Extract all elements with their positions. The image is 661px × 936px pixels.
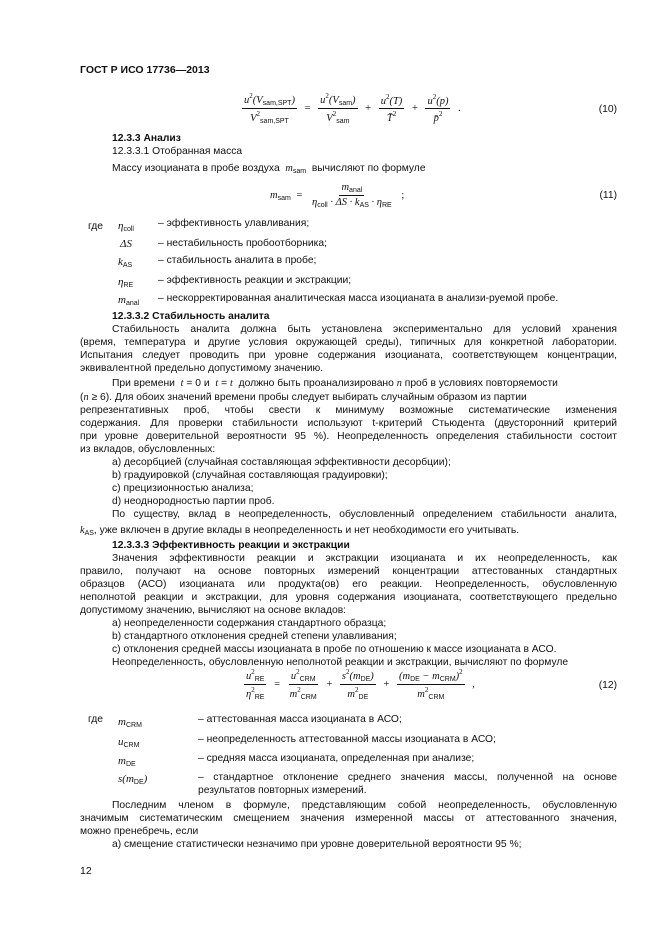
eta-re-definition: – эффективность реакции и экстракции; [158, 275, 352, 286]
paragraph-3-line-2: $k_{AS}$, уже включен в другие вклады в неопределенность и нет необходимости его учитывать. [80, 525, 520, 537]
section-12-3-3-2-title: 12.3.3.2 Стабильность аналита [112, 311, 270, 322]
m-de-definition: – средняя масса изоцианата, определенная при анализе; [198, 753, 475, 764]
symbol-delta-s: ΔS [120, 238, 132, 250]
s-m-de-definition-line-2: результатов повторных измерений. [198, 785, 367, 796]
symbol-eta-re: $\eta_{RE}$ [118, 276, 134, 289]
paragraph-3-line-1: По существу, вклад в неопределенность, обусловленный определением стабильности аналита, [112, 509, 617, 520]
list-item: a) десорбцией (случайная составляющая эффективности десорбции); [112, 457, 451, 468]
equation-number-10: (10) [598, 104, 617, 115]
paragraph-6-line: можно пренебречь, если [80, 826, 199, 837]
paragraph-4-line: правило, получают на основе повторных измерений концентрации аттестованных стандартных [80, 566, 617, 577]
formula-10: $\frac{u^2(V_{sam,SPT})}{V^2_{sam,SPT}}$ = $\frac{u^2(V_{sam})}{V^2_{sam}}$ + $\frac{u^2(T)}{T̄^2}$ + $\frac{u^2(p)}{p̄^2}$ . [244, 92, 461, 125]
paragraph-6-line: Последним членом в формуле, представляющим собой неопределенность, обусловленную [112, 800, 617, 811]
paragraph-1-line: эквивалентной предельно допустимому значению. [80, 363, 324, 374]
symbol-s-m-de: $s(m_{DE})$ [118, 773, 148, 786]
list-item: a) неопределенности содержания стандартного образца; [112, 618, 387, 629]
paragraph-2-line: при уровне доверительной вероятности 95 %). Неопределенность определения стабильности состоит [80, 431, 617, 442]
paragraph-4-line: Значения эффективности реакции и экстракции изоцианата и их неопределенность, как [112, 553, 617, 564]
list-item: b) стандартного отклонения средней степени улавливания; [112, 631, 397, 642]
symbol-u-crm: $u_{CRM}$ [118, 736, 140, 749]
s-m-de-definition-line-1: – стандартное отклонение среднего значения массы, полученной на основе [198, 772, 617, 783]
paragraph-4-line: неполнотой реакции и экстракции, для уровня содержания изоцианата, соответствующего предельно [80, 592, 617, 603]
equation-number-12: (12) [598, 680, 617, 691]
page-number: 12 [80, 865, 92, 877]
where-label-2: где [88, 714, 104, 725]
mass-intro: Массу изоцианата в пробе воздуха $m_{sam}$ вычисляют по формуле [112, 163, 426, 175]
paragraph-2-line-2: (n ≥ 6). Для обоих значений времени пробы следует выбирать случайным образом из партии [80, 392, 527, 403]
symbol-eta-coll: $\eta_{coll}$ [118, 220, 134, 233]
paragraph-2-line-1: При времени t = 0 и t = t должно быть проанализировано n проб в условиях повторяемости [112, 378, 558, 389]
formula-12: $\frac{u^2_{RE}}{\eta^2_{RE}}$ = $\frac{u^2_{CRM}}{m^2_{CRM}}$ + $\frac{s^2(m_{DE})}{m^2_{DE}}$ + $\frac{(m_{DE} - m_{CRM})^2}{m^2_{CRM}}$ , [246, 668, 475, 701]
list-item: c) прецизионностью анализа; [112, 483, 254, 494]
paragraph-1-line: Испытания следует проводить при уровне содержания изоцианата, соответствующем концентрации, [80, 350, 617, 361]
where-label-1: где [88, 221, 104, 232]
k-as-definition: – стабильность аналита в пробе; [158, 255, 317, 266]
paragraph-1-line: Стабильность аналита должна быть установлена экспериментально для условий хранения [112, 324, 617, 335]
section-12-3-3-3-title: 12.3.3.3 Эффективность реакции и экстракции [112, 540, 350, 551]
document-header: ГОСТ Р ИСО 17736—2013 [80, 64, 210, 76]
m-anal-definition: – нескорректированная аналитическая масса изоцианата в анализи-руемой пробе. [158, 293, 559, 304]
paragraph-4-line: образцов (АСО) изоцианата или продукта(ов) его реакции. Неопределенность, обусловленную [80, 579, 617, 590]
paragraph-6-line: значимым систематическим смещением значения измеренной массы от аттестованного значения, [80, 813, 617, 824]
section-12-3-3-1-title: 12.3.3.1 Отобранная масса [112, 146, 243, 157]
u-crm-definition: – неопределенность аттестованной массы изоцианата в АСО; [198, 734, 496, 745]
formula-11: $m_{sam}$ = $\frac{m_{anal}}{\eta_{coll} \cdot \Delta S \cdot k_{AS} \cdot \eta_{RE}}$ ; [270, 182, 405, 209]
paragraph-2-line: репрезентативных проб, чтобы свести к минимуму возможные систематические изменения [80, 405, 617, 416]
paragraph-4-line: допустимому значению, вычисляют на основе вкладов: [80, 605, 347, 616]
m-crm-definition: – аттестованная масса изоцианата в АСО; [198, 714, 402, 725]
paragraph-6-line: а) смещение статистически незначимо при уровне доверительной вероятности 95 %; [112, 839, 522, 850]
symbol-m-crm: $m_{CRM}$ [118, 716, 142, 729]
list-item: c) отклонения средней массы изоцианата в пробе по отношению к массе изоцианата в АСО. [112, 644, 557, 655]
paragraph-1-line: (время, температура и другие условия окружающей среды), типичных для конкретной лаборатории. [80, 337, 617, 348]
list-item: b) градуировкой (случайная составляющая градуировки); [112, 470, 388, 481]
symbol-m-anal: $m_{anal}$ [118, 294, 140, 307]
paragraph-2-line: из вкладов, обусловленных: [80, 444, 216, 455]
equation-number-11: (11) [599, 190, 617, 201]
list-item: d) неоднородностью партии проб. [112, 496, 275, 507]
symbol-m-de: $m_{DE}$ [118, 755, 136, 768]
paragraph-2-line: содержания. Для проверки стабильности используют t-критерий Стьюдента (двусторонний критерий [80, 418, 617, 429]
paragraph-5: Неопределенность, обусловленную неполнотой реакции и экстракции, вычисляют по формуле [112, 657, 569, 668]
symbol-k-as: $k_{AS}$ [118, 256, 133, 269]
section-12-3-3-title: 12.3.3 Анализ [112, 133, 181, 144]
eta-coll-definition: – эффективность улавливания; [158, 218, 310, 229]
delta-s-definition: – нестабильность пробоотборника; [158, 238, 327, 249]
